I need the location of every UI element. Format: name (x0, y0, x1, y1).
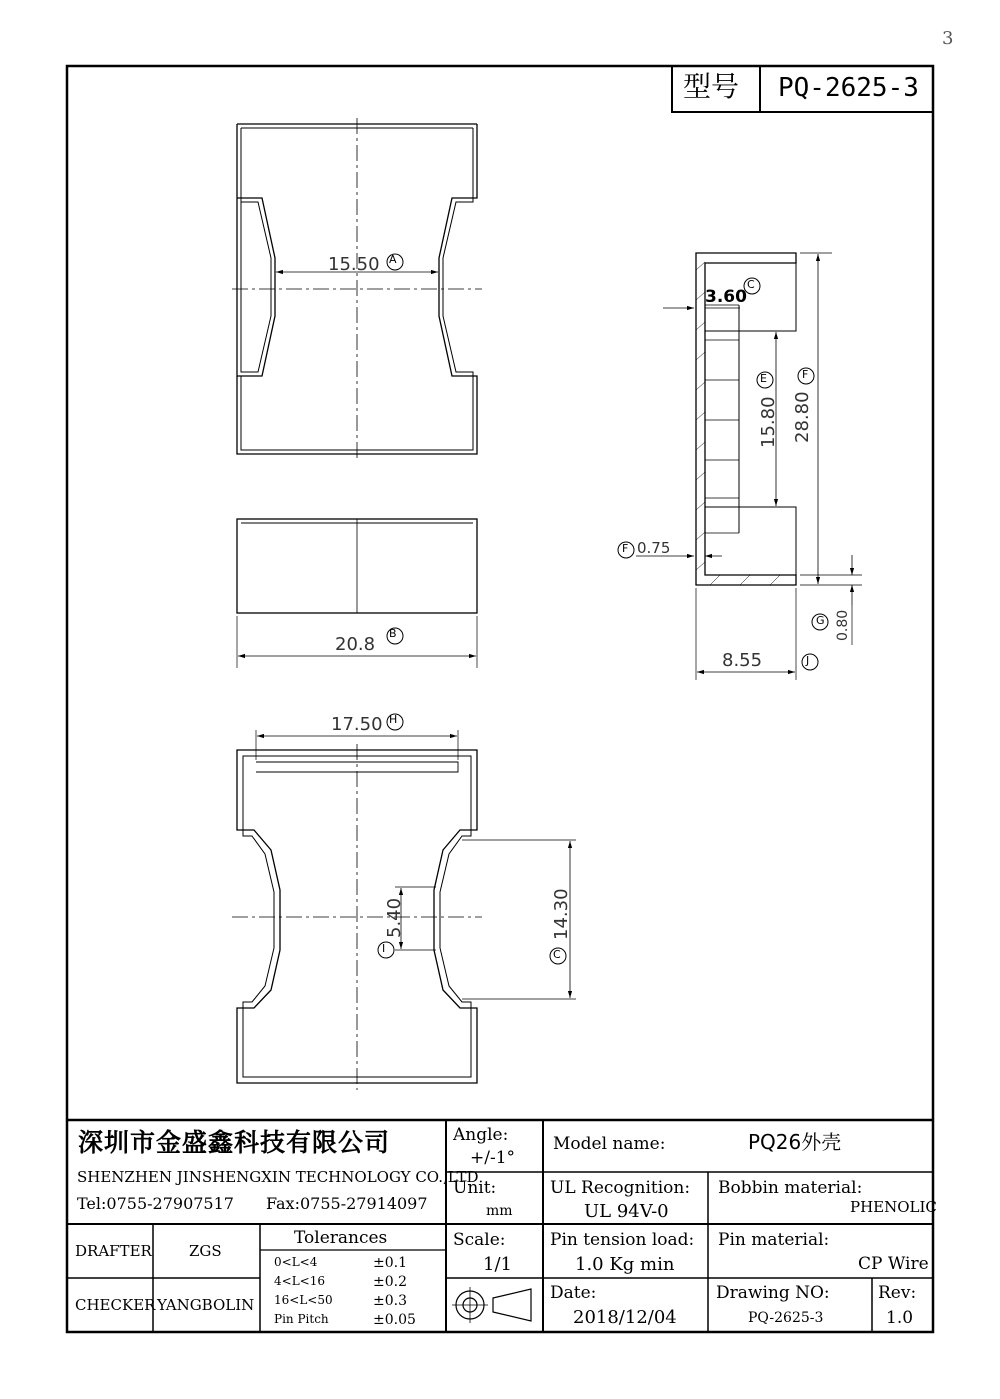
model-name-label: Model name: (553, 1134, 666, 1154)
company-fax: Fax:0755-27914097 (266, 1194, 428, 1213)
tolerance-value-3: ±0.05 (373, 1312, 416, 1328)
tolerance-range-1: 4<L<16 (274, 1274, 325, 1288)
dim-14-30: 14.30 (551, 888, 572, 940)
pin-material-value: CP Wire (858, 1254, 929, 1274)
corner-mark: 3 (942, 28, 954, 49)
unit-value: mm (486, 1203, 513, 1219)
dim-17-50: 17.50 (331, 714, 383, 735)
ref-f2-label: F (622, 542, 629, 555)
model-name-value: PQ26外壳 (748, 1130, 842, 1154)
rev-value: 1.0 (886, 1308, 914, 1328)
pin-tension-label: Pin tension load: (550, 1230, 695, 1250)
pin-material-label: Pin material: (718, 1230, 830, 1250)
unit-label: Unit: (453, 1178, 497, 1198)
ref-circle-j (802, 654, 818, 670)
tolerances-title: Tolerances (294, 1228, 388, 1248)
dim-8-55: 8.55 (722, 650, 763, 671)
ref-c-label: C (747, 278, 755, 291)
checker-value: YANGBOLIN (157, 1296, 255, 1314)
dim-28-80: 28.80 (792, 391, 813, 443)
drafter-label: DRAFTER (75, 1242, 152, 1260)
ul-recognition-label: UL Recognition: (550, 1178, 691, 1198)
ref-i-label: I (382, 942, 386, 955)
checker-label: CHECKER (75, 1296, 156, 1314)
ref-j-label: J (806, 654, 810, 667)
tolerance-range-2: 16<L<50 (274, 1293, 333, 1307)
tolerance-range-3: Pin Pitch (274, 1312, 329, 1326)
ref-circle-i (378, 942, 394, 958)
projection-symbol (452, 1287, 531, 1323)
ref-c2-label: C (553, 948, 561, 961)
dim-0-75: 0.75 (637, 539, 671, 557)
ul-recognition-value: UL 94V-0 (584, 1201, 669, 1222)
tolerance-value-0: ±0.1 (373, 1255, 407, 1271)
ref-b-label: B (389, 627, 397, 640)
drawing-no-label: Drawing NO: (716, 1283, 830, 1303)
drawing-no-value: PQ-2625-3 (748, 1310, 824, 1326)
ref-a-label: A (389, 253, 397, 266)
company-name-en: SHENZHEN JINSHENGXIN TECHNOLOGY CO.,LTD (77, 1168, 479, 1186)
rev-label: Rev: (878, 1283, 917, 1303)
tolerance-value-1: ±0.2 (373, 1274, 407, 1290)
model-label: 型号 (683, 70, 740, 103)
ref-e-label: E (760, 372, 767, 385)
bobbin-material-label: Bobbin material: (718, 1178, 863, 1198)
model-value: PQ-2625-3 (778, 73, 919, 103)
dim-20-8: 20.8 (335, 634, 376, 655)
scale-value: 1/1 (483, 1254, 512, 1275)
dim-15-50: 15.50 (328, 254, 380, 275)
dim-5-40: 5.40 (384, 897, 405, 938)
date-value: 2018/12/04 (573, 1307, 677, 1328)
dim-3-60: 3.60 (705, 287, 747, 307)
company-name-cn: 深圳市金盛鑫科技有限公司 (78, 1128, 391, 1157)
date-label: Date: (550, 1283, 597, 1303)
angle-label: Angle: (453, 1125, 509, 1145)
angle-value: +/-1° (470, 1148, 516, 1168)
scale-label: Scale: (453, 1230, 506, 1250)
ref-g-label: G (816, 614, 825, 627)
pin-tension-value: 1.0 Kg min (575, 1254, 675, 1275)
dim-15-80: 15.80 (758, 396, 779, 448)
ref-f-label: F (802, 368, 809, 381)
drafter-value: ZGS (189, 1242, 222, 1260)
tolerance-value-2: ±0.3 (373, 1293, 407, 1309)
company-tel: Tel:0755-27907517 (77, 1194, 234, 1213)
ref-h-label: H (389, 713, 398, 726)
bobbin-material-value: PHENOLIC (850, 1198, 937, 1216)
dim-0-80: 0.80 (835, 609, 851, 641)
tolerance-range-0: 0<L<4 (274, 1255, 318, 1269)
